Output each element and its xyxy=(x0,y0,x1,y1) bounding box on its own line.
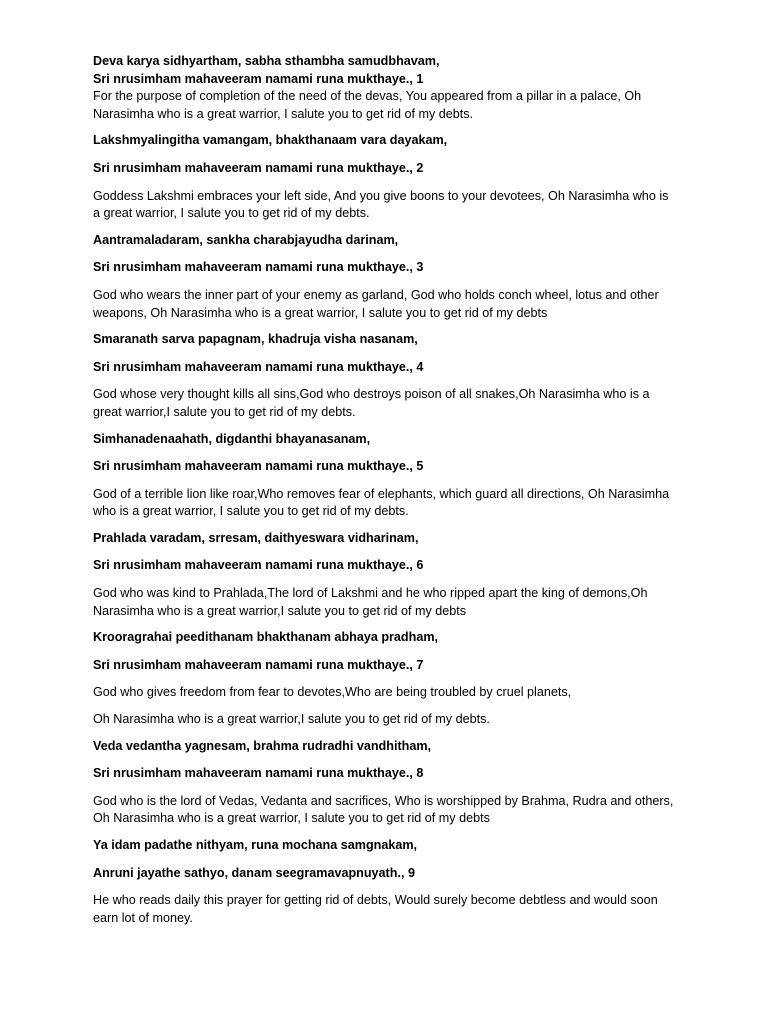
verse-sanskrit-line: Deva karya sidhyartham, sabha sthambha samudbhavam, xyxy=(93,54,440,68)
verse-sanskrit-line: Veda vedantha yagnesam, brahma rudradhi vandhitham, xyxy=(93,738,432,753)
verse-translation: God who wears the inner part of your enemy as garland, God who holds conch wheel, lotus and other weapons, Oh Narasimha who is a great warrior, I salute you to get rid of my debts xyxy=(93,287,659,320)
verse-3 xyxy=(93,232,675,322)
verse-6 xyxy=(93,530,675,620)
verse-sanskrit-line: Simhanadenaahath, digdanthi bhayanasanam, xyxy=(93,431,371,446)
verse-translation: Goddess Lakshmi embraces your left side, And you give boons to your devotees, Oh Narasimha who is a great warrior, I salute you to get rid of my debts. xyxy=(93,188,669,221)
verse-sanskrit-line: Ya idam padathe nithyam, runa mochana samgnakam, xyxy=(93,838,418,852)
verse-refrain-line: Sri nrusimham mahaveeram namami runa mukthaye., 4 xyxy=(93,359,424,374)
verse-translation: God who is the lord of Vedas, Vedanta and sacrifices, Who is worshipped by Brahma, Rudra and others, Oh Narasimha who is a great warrior, I salute you to get rid of my debts xyxy=(93,793,674,826)
document-page xyxy=(93,53,675,927)
verse-refrain-line: Sri nrusimham mahaveeram namami runa mukthaye., 3 xyxy=(93,260,424,275)
verse-refrain-line: Sri nrusimham mahaveeram namami runa mukthaye., 6 xyxy=(93,558,424,573)
verse-1 xyxy=(93,53,675,123)
verse-translation: God whose very thought kills all sins,God who destroys poison of all snakes,Oh Narasimha who is a great warrior,I salute you to get rid of my debts. xyxy=(93,387,650,419)
verse-sanskrit-line: Smaranath sarva papagnam, khadruja visha nasanam, xyxy=(93,332,418,347)
verse-9 xyxy=(93,837,675,927)
verse-refrain-line: Sri nrusimham mahaveeram namami runa mukthaye., 7 xyxy=(93,657,424,672)
verse-sanskrit-line: Prahlada varadam, srresam, daithyeswara vidharinam, xyxy=(93,530,419,545)
verse-translation-continued: Oh Narasimha who is a great warrior,I salute you to get rid of my debts. xyxy=(93,712,490,727)
verse-refrain-line: Sri nrusimham mahaveeram namami runa mukthaye., 2 xyxy=(93,160,424,175)
verse-sanskrit-line: Krooragrahai peedithanam bhakthanam abhaya pradham, xyxy=(93,630,439,645)
verse-closing-line: Anruni jayathe sathyo, danam seegramavapnuyath., 9 xyxy=(93,865,415,880)
verse-2 xyxy=(93,132,675,222)
verse-8 xyxy=(93,738,675,828)
verse-5 xyxy=(93,431,675,521)
verse-translation: He who reads daily this prayer for getting rid of debts, Would surely become debtless and would soon earn lot of money. xyxy=(93,893,658,925)
verse-translation: God who gives freedom from fear to devotes,Who are being troubled by cruel planets, xyxy=(93,685,572,700)
verse-sanskrit-line: Aantramaladaram, sankha charabjayudha darinam, xyxy=(93,232,399,247)
verse-translation: For the purpose of completion of the need of the devas, You appeared from a pillar in a palace, Oh Narasimha who is a great warrior, I salute you to get rid of my debts. xyxy=(93,89,642,121)
verse-refrain-line: Sri nrusimham mahaveeram namami runa mukthaye., 8 xyxy=(93,766,424,781)
verse-7 xyxy=(93,629,675,728)
verse-translation: God who was kind to Prahlada,The lord of Lakshmi and he who ripped apart the king of demons,Oh Narasimha who is a great warrior,I salute you to get rid of my debts xyxy=(93,586,648,618)
verse-refrain-line: Sri nrusimham mahaveeram namami runa mukthaye., 1 xyxy=(93,71,424,86)
verse-translation: God of a terrible lion like roar,Who removes fear of elephants, which guard all directions, Oh Narasimha who is a great warrior, I salute you to get rid of my debts. xyxy=(93,486,670,519)
verse-4 xyxy=(93,331,675,421)
verse-refrain-line: Sri nrusimham mahaveeram namami runa mukthaye., 5 xyxy=(93,459,424,474)
verse-sanskrit-line: Lakshmyalingitha vamangam, bhakthanaam vara dayakam, xyxy=(93,133,448,148)
